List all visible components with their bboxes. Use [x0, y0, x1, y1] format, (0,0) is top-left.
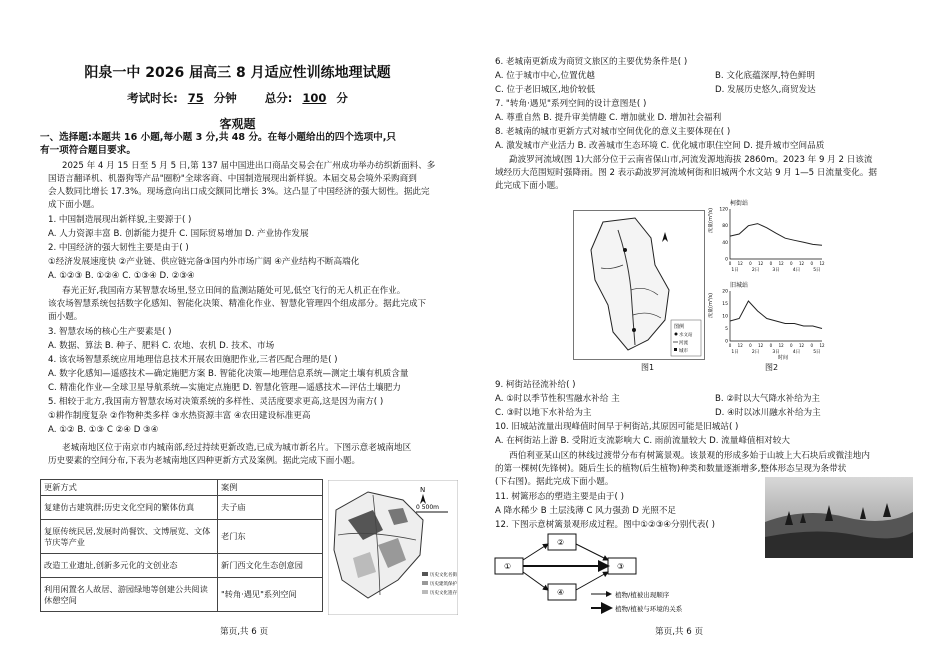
instruction-line2: 有一项符合题目要求。: [40, 145, 136, 156]
right-page: [475, 0, 950, 672]
question-5-statements: ①耕作制度复杂 ②作物种类多样 ③水热资源丰富 ④农田建设标准更高: [48, 411, 311, 421]
x-tick-label: 0: [790, 261, 793, 266]
process-diagram: [493, 532, 693, 617]
figure1-caption: 图1: [641, 363, 655, 372]
station1-title: 柯街站: [730, 200, 749, 207]
question-7-options: A. 尊重自然 B. 提升审美情趣 C. 增加就业 D. 增加社会福利: [495, 113, 722, 123]
x-day-label: 3日: [772, 268, 780, 273]
passage5-line: (下右图)。据此完成下面小题。: [495, 477, 614, 487]
score-unit: 分: [336, 91, 348, 105]
question-9-option-d: D. ④时以冰川融水补给为主: [715, 408, 821, 418]
question-9: 9. 柯街站径流补给( ): [495, 380, 576, 390]
time-label: 考试时长:: [127, 91, 178, 105]
y-tick-label: 20: [722, 289, 728, 295]
passage3-line: 老城南地区位于南京市内城南部,经过持续更新改造,已成为城市新名片。下图示意老城南地区: [62, 443, 412, 453]
x-tick-label: 0: [728, 261, 732, 266]
x-day-label: 5日: [813, 268, 821, 273]
passage5-line: 西伯利亚某山区的林线过渡带分布有树篱景观。该景观的形成多始于山坡上大石块后或微洼地内: [509, 451, 870, 461]
table-row: [41, 520, 323, 554]
passage2-line: 春光正好,我国南方某智慧农场里,竖立田间的监测站随处可见,低空飞行的无人机正在作业。: [62, 286, 406, 296]
question-11-options: A 降水稀少 B 土层浅薄 C 风力强劲 D 光照不足: [495, 506, 677, 516]
x-tick-label: 0: [790, 343, 793, 348]
passage1-line: 国语言翻译机、机器狗等产品"圈粉"全球客商、中国制造展现出新样貌。本届交易会境外采购商到: [48, 174, 417, 184]
passage1-line: 2025 年 4 月 15 日至 5 月 5 日,第 137 届中国进出口商品交易会在广州成功举办纺织新面料、多: [62, 161, 436, 171]
passage4-line: 勐波罗河流域(图 1)大部分位于云南省保山市,河流发源地海拔 2860m。2023 年 9 月 2 日该流: [509, 155, 873, 165]
scale-label: 0 500m: [416, 504, 440, 511]
passage1-line: 会人数同比增长 17.3%。现场意向出口成交额同比增长 3%。这凸显了中国经济的强大韧性。据此完: [48, 187, 430, 197]
station2-title: 旧城站: [730, 282, 749, 289]
x-tick-label: 0: [769, 343, 773, 348]
question-2-statements: ①经济发展速度快 ②产业链、供应链完备③国内外市场广阔 ④产业结构不断高端化: [48, 257, 360, 267]
x-tick-label: 12: [737, 343, 743, 348]
basin-map-figure: [573, 210, 705, 360]
table-cell: 夫子庙: [218, 496, 323, 520]
x-day-label: 4日: [792, 350, 801, 355]
question-4-options-cd: C. 精准化作业—全球卫星导航系统—实施定点施肥 D. 智慧化管理—遥感技术—评估土壤肥力: [48, 383, 401, 393]
table-cell: 老门东: [218, 520, 323, 554]
legend-item: 历史文化遗存: [430, 591, 457, 596]
flow-node-label: ②: [557, 538, 565, 547]
page-footer-right: 第页,共 6 页: [655, 627, 704, 637]
hydrograph-figure: [708, 193, 830, 361]
old-city-map: [328, 480, 458, 615]
question-12: 12. 下图示意树篱景观形成过程。图中①②③④分别代表( ): [495, 520, 715, 530]
x-tick-label: 0: [728, 343, 732, 348]
question-9-option-c: C. ③时以地下水补给为主: [495, 408, 592, 418]
page-footer-left: 第页,共 6 页: [220, 627, 269, 637]
table-row: [41, 578, 323, 612]
x-tick-label: 0: [810, 261, 814, 266]
y-axis-label: 流量(m³/s): [708, 292, 714, 318]
score-value: 100: [302, 91, 327, 105]
x-tick-label: 12: [819, 261, 825, 266]
x-axis-label: 时间: [778, 355, 789, 361]
flow-legend-1: 植物/植被出现顺序: [615, 591, 670, 599]
series-line: [730, 301, 822, 329]
section-title: 客观题: [219, 117, 256, 131]
passage2-line: 该农场智慧系统包括数字化感知、智能化决策、精准化作业、智慧化管理四个组成部分。据此完成下: [48, 299, 427, 309]
question-9-option-a: A. ①时以季节性积雪融水补给 主: [495, 394, 620, 404]
table-row: [41, 496, 323, 520]
passage4-line: 此完成下面小题。: [495, 181, 564, 191]
question-6-option-a: A. 位于城市中心,位置优越: [495, 71, 595, 81]
question-9-option-b: B. ②时以大气降水补给为主: [715, 394, 821, 404]
time-unit: 分钟: [213, 91, 237, 105]
question-6-option-b: B. 文化底蕴深厚,特色鲜明: [715, 71, 816, 81]
table-row: [41, 554, 323, 578]
chart-jiucheng: [722, 289, 825, 356]
y-tick-label: 0: [725, 339, 728, 345]
flow-node-label: ①: [504, 562, 512, 571]
question-2-options: A. ①②③ B. ①②④ C. ①③④ D. ②③④: [48, 271, 195, 281]
table-cell: 改造工业遗址,创新多元化的文创业态: [41, 554, 218, 578]
question-5: 5. 相较于北方,我国南方智慧农场对决策系统的多样性、灵活度要求更高,这是因为南方( ): [48, 397, 384, 407]
x-tick-label: 12: [778, 343, 784, 348]
question-6: 6. 老城南更新成为商贸文旅区的主要优势条件是( ): [495, 57, 688, 67]
x-day-label: 2日: [751, 268, 760, 273]
x-tick-label: 0: [749, 261, 752, 266]
question-5-options: A. ①② B. ①③ C ②④ D ③④: [48, 425, 159, 435]
table-header-row: [41, 480, 323, 496]
x-tick-label: 12: [799, 343, 805, 348]
question-1: 1. 中国制造展现出新样貌,主要源于( ): [48, 215, 192, 225]
question-8: 8. 老城南的城市更新方式对城市空间优化的意义主要体现在( ): [495, 127, 731, 137]
x-tick-label: 12: [778, 261, 784, 266]
table-cell: "转角·遇见"系列空间: [218, 578, 323, 612]
x-day-label: 1日: [731, 268, 739, 273]
passage2-line: 面小题。: [48, 312, 83, 322]
chart-kejie: [719, 207, 825, 274]
question-3-options: A. 数据、算法 B. 种子、肥料 C. 农地、农机 D. 技术、市场: [48, 341, 275, 351]
renewal-table: [40, 479, 323, 612]
score-label: 总分:: [264, 91, 293, 105]
question-6-option-d: D. 发展历史悠久,商贸发达: [715, 85, 816, 95]
x-day-label: 2日: [751, 350, 760, 355]
question-6-option-c: C. 位于老旧城区,地价较低: [495, 85, 596, 95]
x-tick-label: 0: [810, 343, 814, 348]
table-cell: 复原传统民居,发展时尚餐饮、文博展览、文体节庆等产业: [41, 520, 218, 554]
chart-axes: [730, 209, 822, 259]
x-tick-label: 0: [769, 261, 773, 266]
passage1-line: 成下面小题。: [48, 200, 100, 210]
x-tick-label: 0: [749, 343, 752, 348]
legend-item: 河流: [679, 341, 688, 346]
series-line: [730, 224, 822, 246]
table-header-cell: 案例: [218, 480, 323, 496]
x-tick-label: 12: [819, 343, 825, 348]
x-tick-label: 12: [799, 261, 805, 266]
legend-item: 水文站: [679, 333, 693, 338]
passage5-line: 的第一棵树(先锋树)。随后生长的植物(后生植物)种类和数量逐渐增多,整体形态呈现为条带状: [495, 464, 847, 474]
y-tick-label: 15: [722, 302, 728, 307]
question-11: 11. 树篱形态的塑造主要是由于( ): [495, 492, 624, 502]
question-4-options-ab: A. 数字化感知—遥感技术—确定施肥方案 B. 智能化决策—地理信息系统—测定土壤有机质含量: [48, 369, 409, 379]
flow-node-label: ③: [617, 562, 625, 571]
legend-item: 历史文化名街: [430, 573, 457, 578]
y-axis-label: 流量(m³/s): [708, 207, 714, 233]
question-10: 10. 旧城站流量出现峰值时间早于柯街站,其原因可能是旧城站( ): [495, 422, 739, 432]
north-label: N: [420, 486, 426, 494]
x-day-label: 3日: [772, 350, 780, 355]
flow-node-label: ④: [557, 588, 565, 597]
question-7: 7. "转角·遇见"系列空间的设计意图是( ): [495, 99, 647, 109]
table-cell: 复建仿古建筑群;历史文化空间的繁体仿真: [41, 496, 218, 520]
exam-title: 阳泉一中 2026 届高三 8 月适应性训练地理试题: [84, 65, 391, 81]
passage3-line: 历史要素的空间分布,下表为老城南地区四种更新方式及案例。据此完成下面小题。: [48, 456, 361, 466]
legend-item: 城市: [679, 349, 688, 354]
question-3: 3. 智慧农场的核心生产要素是( ): [48, 327, 172, 337]
fig1-legend-title: 图例: [674, 324, 685, 330]
table-cell: 新门西文化生态创意园: [218, 554, 323, 578]
question-8-options: A. 激发城市产业活力 B. 改善城市生态环境 C. 优化城市职住空间 D. 提升城市空间品质: [495, 141, 825, 151]
y-tick-label: 120: [719, 207, 728, 213]
y-tick-label: 80: [722, 224, 728, 230]
time-value: 75: [187, 91, 204, 105]
x-day-label: 4日: [792, 268, 801, 273]
x-tick-label: 12: [737, 261, 743, 266]
question-2: 2. 中国经济的强大韧性主要是由于( ): [48, 243, 189, 253]
instruction-line1: 一、选择题:本题共 16 小题,每小题 3 分,共 48 分。在每小题给出的四个选项中,只: [40, 132, 396, 143]
figure2-caption: 图2: [765, 363, 779, 372]
x-day-label: 5日: [813, 350, 821, 355]
x-tick-label: 12: [758, 261, 764, 266]
y-tick-label: 5: [725, 327, 728, 332]
hedgerow-photo: [765, 477, 913, 558]
y-tick-label: 10: [722, 314, 728, 320]
x-day-label: 1日: [731, 350, 739, 355]
exam-info: [0, 90, 475, 106]
table-cell: 利用闲置名人故居、游园绿地等创建公共阅读休憩空间: [41, 578, 218, 612]
passage4-line: 域经历大范围短时强降雨。图 2 表示勐波罗河流域柯街和旧城两个水文站 9 月 1—5 日流量变化。据: [495, 168, 878, 178]
y-tick-label: 0: [725, 257, 728, 263]
question-1-options: A. 人力资源丰富 B. 创新能力提升 C. 国际贸易增加 D. 产业协作发展: [48, 229, 309, 239]
flow-legend-2: 植物/植被与环境的关系: [615, 605, 683, 613]
chart-axes: [730, 291, 822, 341]
table-header-cell: 更新方式: [41, 480, 218, 496]
question-10-options: A. 在柯街站上游 B. 受附近支流影响大 C. 雨前流量较大 D. 流量峰值相对较大: [495, 436, 790, 446]
legend-item: 历史建筑保护: [430, 582, 457, 587]
y-tick-label: 40: [722, 240, 728, 246]
x-tick-label: 12: [758, 343, 764, 348]
question-4: 4. 该农场智慧系统应用地理信息技术开展农田施肥作业,三者匹配合理的是( ): [48, 355, 338, 365]
